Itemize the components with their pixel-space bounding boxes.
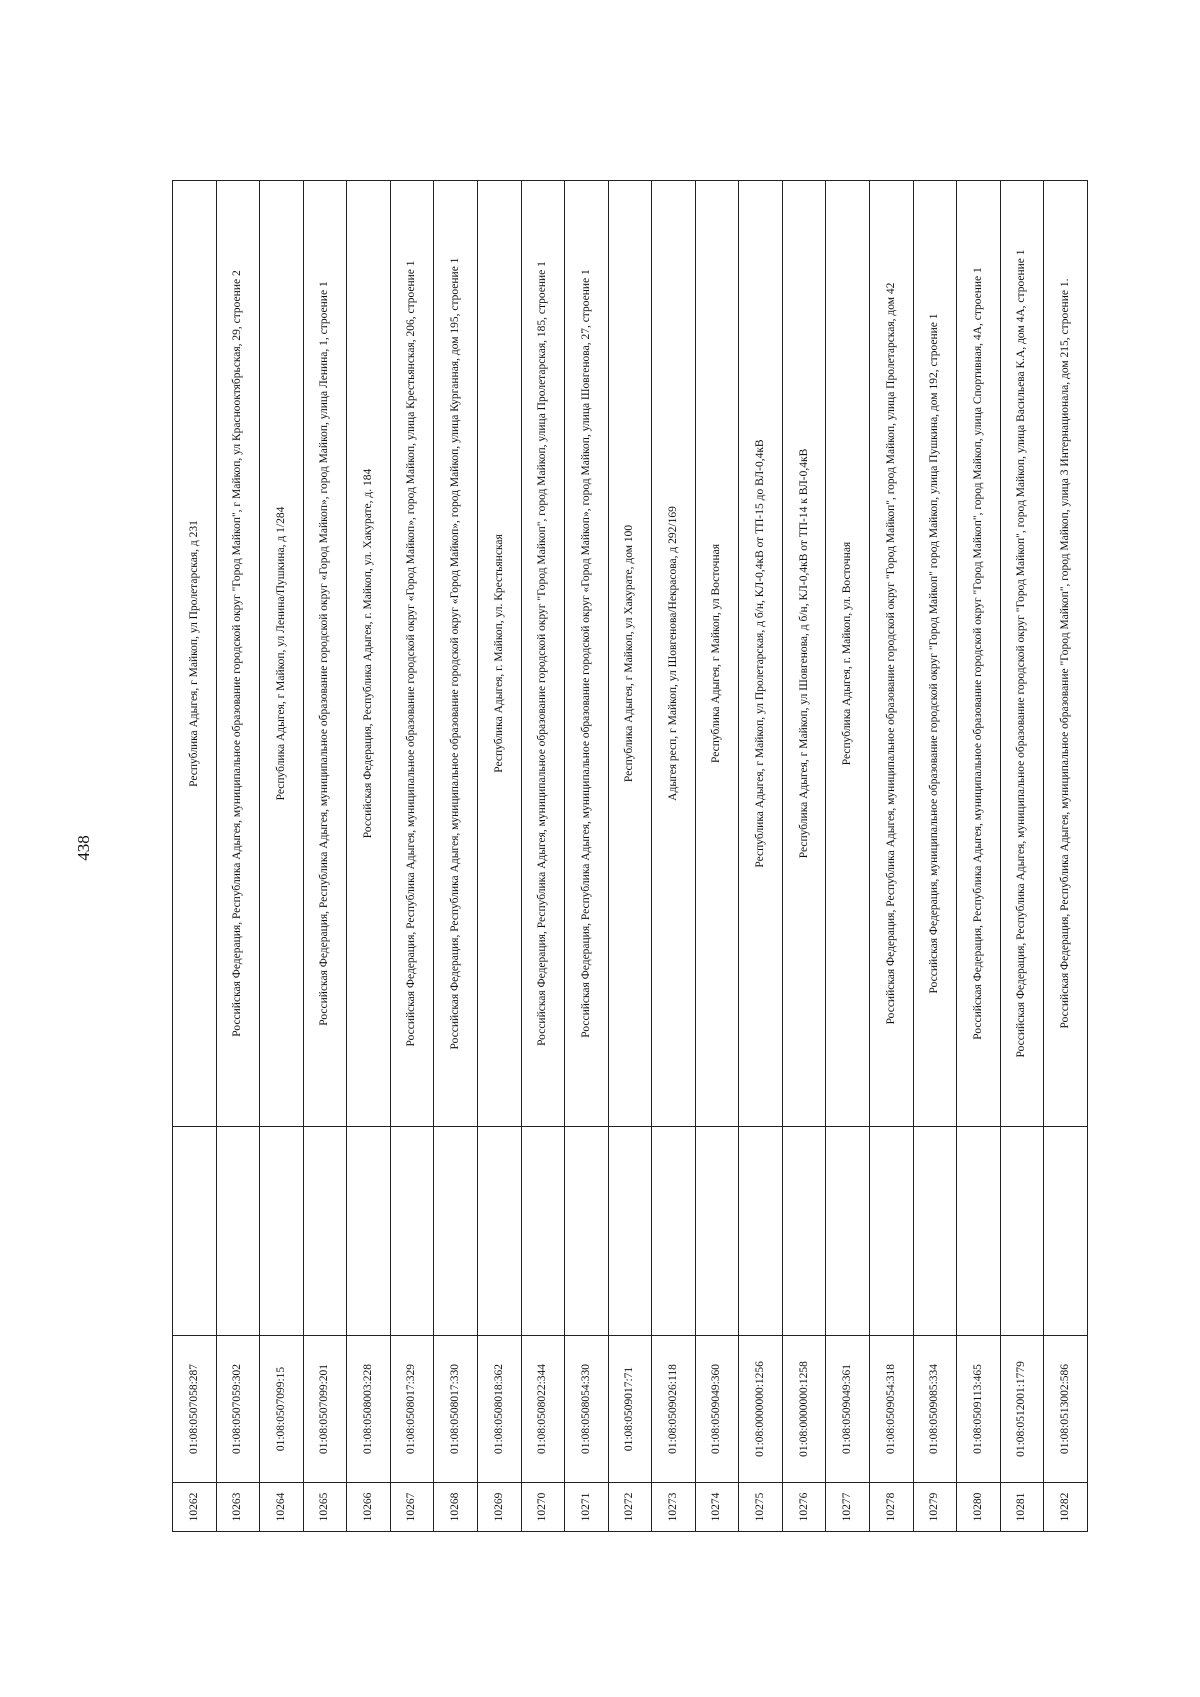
registry-table-body [173,181,1088,1532]
empty-cell [957,1127,1001,1336]
cadastral-number: 01:08:0508003:228 [347,1336,391,1483]
cadastral-number: 01:08:0509026:118 [652,1336,696,1483]
address: Российская Федерация, Республика Адыгея, муниципальное образование городской округ "Город Майкоп", город Майкоп, улица Пролетарская, дом 42 [870,181,914,1127]
table-row [173,181,217,1532]
table-row [477,181,521,1532]
table-row [739,181,783,1532]
empty-cell [390,1127,434,1336]
registry-table [172,180,1088,1532]
cadastral-number: 01:08:0509085:334 [913,1336,957,1483]
table-row [216,181,260,1532]
table-row [608,181,652,1532]
row-number: 10275 [739,1483,783,1532]
row-number: 10263 [216,1483,260,1532]
cadastral-number: 01:08:0507099:201 [303,1336,347,1483]
address: Российская Федерация, Республика Адыгея, муниципальное образование городской округ «Город Майкоп», город Майкоп, улица Шовгенова, 27, строение 1 [565,181,609,1127]
table-row [521,181,565,1532]
row-number: 10271 [565,1483,609,1532]
table-row [1044,181,1088,1532]
address: Российская Федерация, Республика Адыгея, муниципальное образование городской округ "Город Майкоп", город Майкоп, улица Васильева К.А, дом 4А, строение 1 [1000,181,1044,1127]
cadastral-number: 01:08:0000000:1258 [782,1336,826,1483]
table-row [695,181,739,1532]
page-number: 438 [74,835,93,861]
empty-cell [1044,1127,1088,1336]
row-number: 10265 [303,1483,347,1532]
address: Российская Федерация, Республика Адыгея, муниципальное образование городской округ "Город Майкоп", город Майкоп, улица Пролетарская, 185, строение 1 [521,181,565,1127]
cadastral-number: 01:08:0507099:15 [260,1336,304,1483]
empty-cell [913,1127,957,1336]
row-number: 10270 [521,1483,565,1532]
address: Республика Адыгея, г Майкоп, ул Пролетарская, д 231 [173,181,217,1127]
empty-cell [173,1127,217,1336]
address: Российская Федерация, Республика Адыгея, муниципальное образование городской округ «Город Майкоп», город Майкоп, улица Курганная, дом 195, строение 1 [434,181,478,1127]
row-number: 10276 [782,1483,826,1532]
row-number: 10266 [347,1483,391,1532]
row-number: 10277 [826,1483,870,1532]
row-number: 10262 [173,1483,217,1532]
address: Республика Адыгея, г Майкоп, ул Хакурате, дом 100 [608,181,652,1127]
address: Российская Федерация, Республика Адыгея, г. Майкоп, ул. Хакурате, д. 184 [347,181,391,1127]
empty-cell [1000,1127,1044,1336]
empty-cell [826,1127,870,1336]
empty-cell [652,1127,696,1336]
row-number: 10274 [695,1483,739,1532]
address: Российская Федерация, муниципальное образование городской округ "Город Майкоп" город Майкоп, улица Пушкина, дом 192, строение 1 [913,181,957,1127]
empty-cell [434,1127,478,1336]
empty-cell [216,1127,260,1336]
row-number: 10269 [477,1483,521,1532]
cadastral-number: 01:08:0509054:318 [870,1336,914,1483]
empty-cell [347,1127,391,1336]
table-row [870,181,914,1532]
cadastral-number: 01:08:0509017:71 [608,1336,652,1483]
cadastral-number: 01:08:0000000:1256 [739,1336,783,1483]
address: Российская Федерация, Республика Адыгея, муниципальное образование "Город Майкоп", город Майкоп, улица 3 Интернационала, дом 215, строение 1. [1044,181,1088,1127]
address: Республика Адыгея, г Майкоп, ул Восточная [695,181,739,1127]
registry-table-wrapper [172,180,1088,1532]
cadastral-number: 01:08:0508017:329 [390,1336,434,1483]
cadastral-number: 01:08:0513002:586 [1044,1336,1088,1483]
row-number: 10273 [652,1483,696,1532]
empty-cell [477,1127,521,1336]
address: Адыгея респ, г Майкоп, ул Шовгенова/Некрасова, д 292/169 [652,181,696,1127]
row-number: 10279 [913,1483,957,1532]
empty-cell [739,1127,783,1336]
row-number: 10281 [1000,1483,1044,1532]
cadastral-number: 01:08:0512001:1779 [1000,1336,1044,1483]
empty-cell [565,1127,609,1336]
empty-cell [303,1127,347,1336]
address: Российская Федерация, Республика Адыгея, муниципальное образование городской округ "Город Майкоп", город Майкоп, улица Спортивная, 4А, строение 1 [957,181,1001,1127]
cadastral-number: 01:08:0508054:330 [565,1336,609,1483]
row-number: 10268 [434,1483,478,1532]
row-number: 10264 [260,1483,304,1532]
table-row [434,181,478,1532]
address: Республика Адыгея, г. Майкоп, ул. Крестьянская [477,181,521,1127]
empty-cell [870,1127,914,1336]
empty-cell [782,1127,826,1336]
table-row [913,181,957,1532]
table-row [390,181,434,1532]
table-row [565,181,609,1532]
cadastral-number: 01:08:0508017:330 [434,1336,478,1483]
table-row [347,181,391,1532]
row-number: 10282 [1044,1483,1088,1532]
address: Республика Адыгея, г. Майкоп, ул. Восточная [826,181,870,1127]
cadastral-number: 01:08:0508018:362 [477,1336,521,1483]
empty-cell [695,1127,739,1336]
cadastral-number: 01:08:0507058:287 [173,1336,217,1483]
address: Республика Адыгея, г Майкоп, ул Ленина/Пушкина, д 1/284 [260,181,304,1127]
cadastral-number: 01:08:0509049:361 [826,1336,870,1483]
table-row [782,181,826,1532]
row-number: 10280 [957,1483,1001,1532]
address: Республика Адыгея, г Майкоп, ул Пролетарская, д б/н, КЛ-0,4кВ от ТП-15 до ВЛ-0,4кВ [739,181,783,1127]
address: Республика Адыгея, г Майкоп, ул Шовгенова, д б/н, КЛ-0,4кВ от ТП-14 к ВЛ-0,4кВ [782,181,826,1127]
cadastral-number: 01:08:0507059:302 [216,1336,260,1483]
empty-cell [608,1127,652,1336]
row-number: 10278 [870,1483,914,1532]
table-row [260,181,304,1532]
table-row [1000,181,1044,1532]
cadastral-number: 01:08:0509049:360 [695,1336,739,1483]
row-number: 10267 [390,1483,434,1532]
address: Российская Федерация, Республика Адыгея, муниципальное образование городской округ «Город Майкоп», город Майкоп, улица Ленина, 1, строение 1 [303,181,347,1127]
table-row [957,181,1001,1532]
table-row [826,181,870,1532]
row-number: 10272 [608,1483,652,1532]
address: Российская Федерация, Республика Адыгея, муниципальное образование городской округ «Город Майкоп», город Майкоп, улица Крестьянская, 206, строение 1 [390,181,434,1127]
cadastral-number: 01:08:0509113:465 [957,1336,1001,1483]
table-row [303,181,347,1532]
empty-cell [521,1127,565,1336]
address: Российская Федерация, Республика Адыгея, муниципальное образование городской округ "Город Майкоп", г Майкоп, ул Краснооктябрьская, 29, строение 2 [216,181,260,1127]
table-row [652,181,696,1532]
empty-cell [260,1127,304,1336]
cadastral-number: 01:08:0508022:344 [521,1336,565,1483]
